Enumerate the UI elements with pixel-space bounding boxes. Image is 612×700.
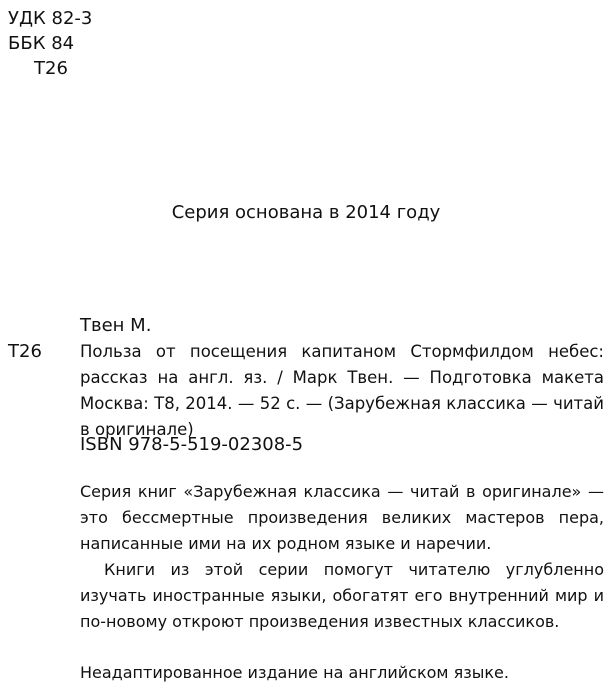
annotation [80,479,604,635]
bbk-code: ББК 84 [8,33,75,54]
annotation-paragraph-1: Серия книг «Зарубежная классика — читай в оригинале» — это бессмертные произведения великих мастеров пера, написанные ими на их родном языке и наречии. [80,482,604,553]
record-author: Твен М. [80,315,152,336]
isbn: ISBN 978-5-519-02308-5 [80,434,304,455]
edition-note: Неадаптированное издание на английском языке. [80,663,509,682]
record-cutter: Т26 [8,341,42,362]
classification-codes [8,6,92,81]
udk-code: УДК 82-3 [8,8,93,29]
cutter-code: Т26 [34,58,68,79]
series-note: Серия основана в 2014 году [171,202,441,223]
record-description: Польза от посещения капитаном Стормфилдом небес: рассказ на англ. яз. / Марк Твен. — Подготовка макета Москва: Т8, 2014. — 52 с. — (Зарубежная классика — читай в оригинале) [80,342,604,439]
annotation-paragraph-2: Книги из этой серии помогут читателю углубленно изучать иностранные языки, обогатят его внутренний мир и по-новому откроют произведения известных классиков. [80,560,604,631]
